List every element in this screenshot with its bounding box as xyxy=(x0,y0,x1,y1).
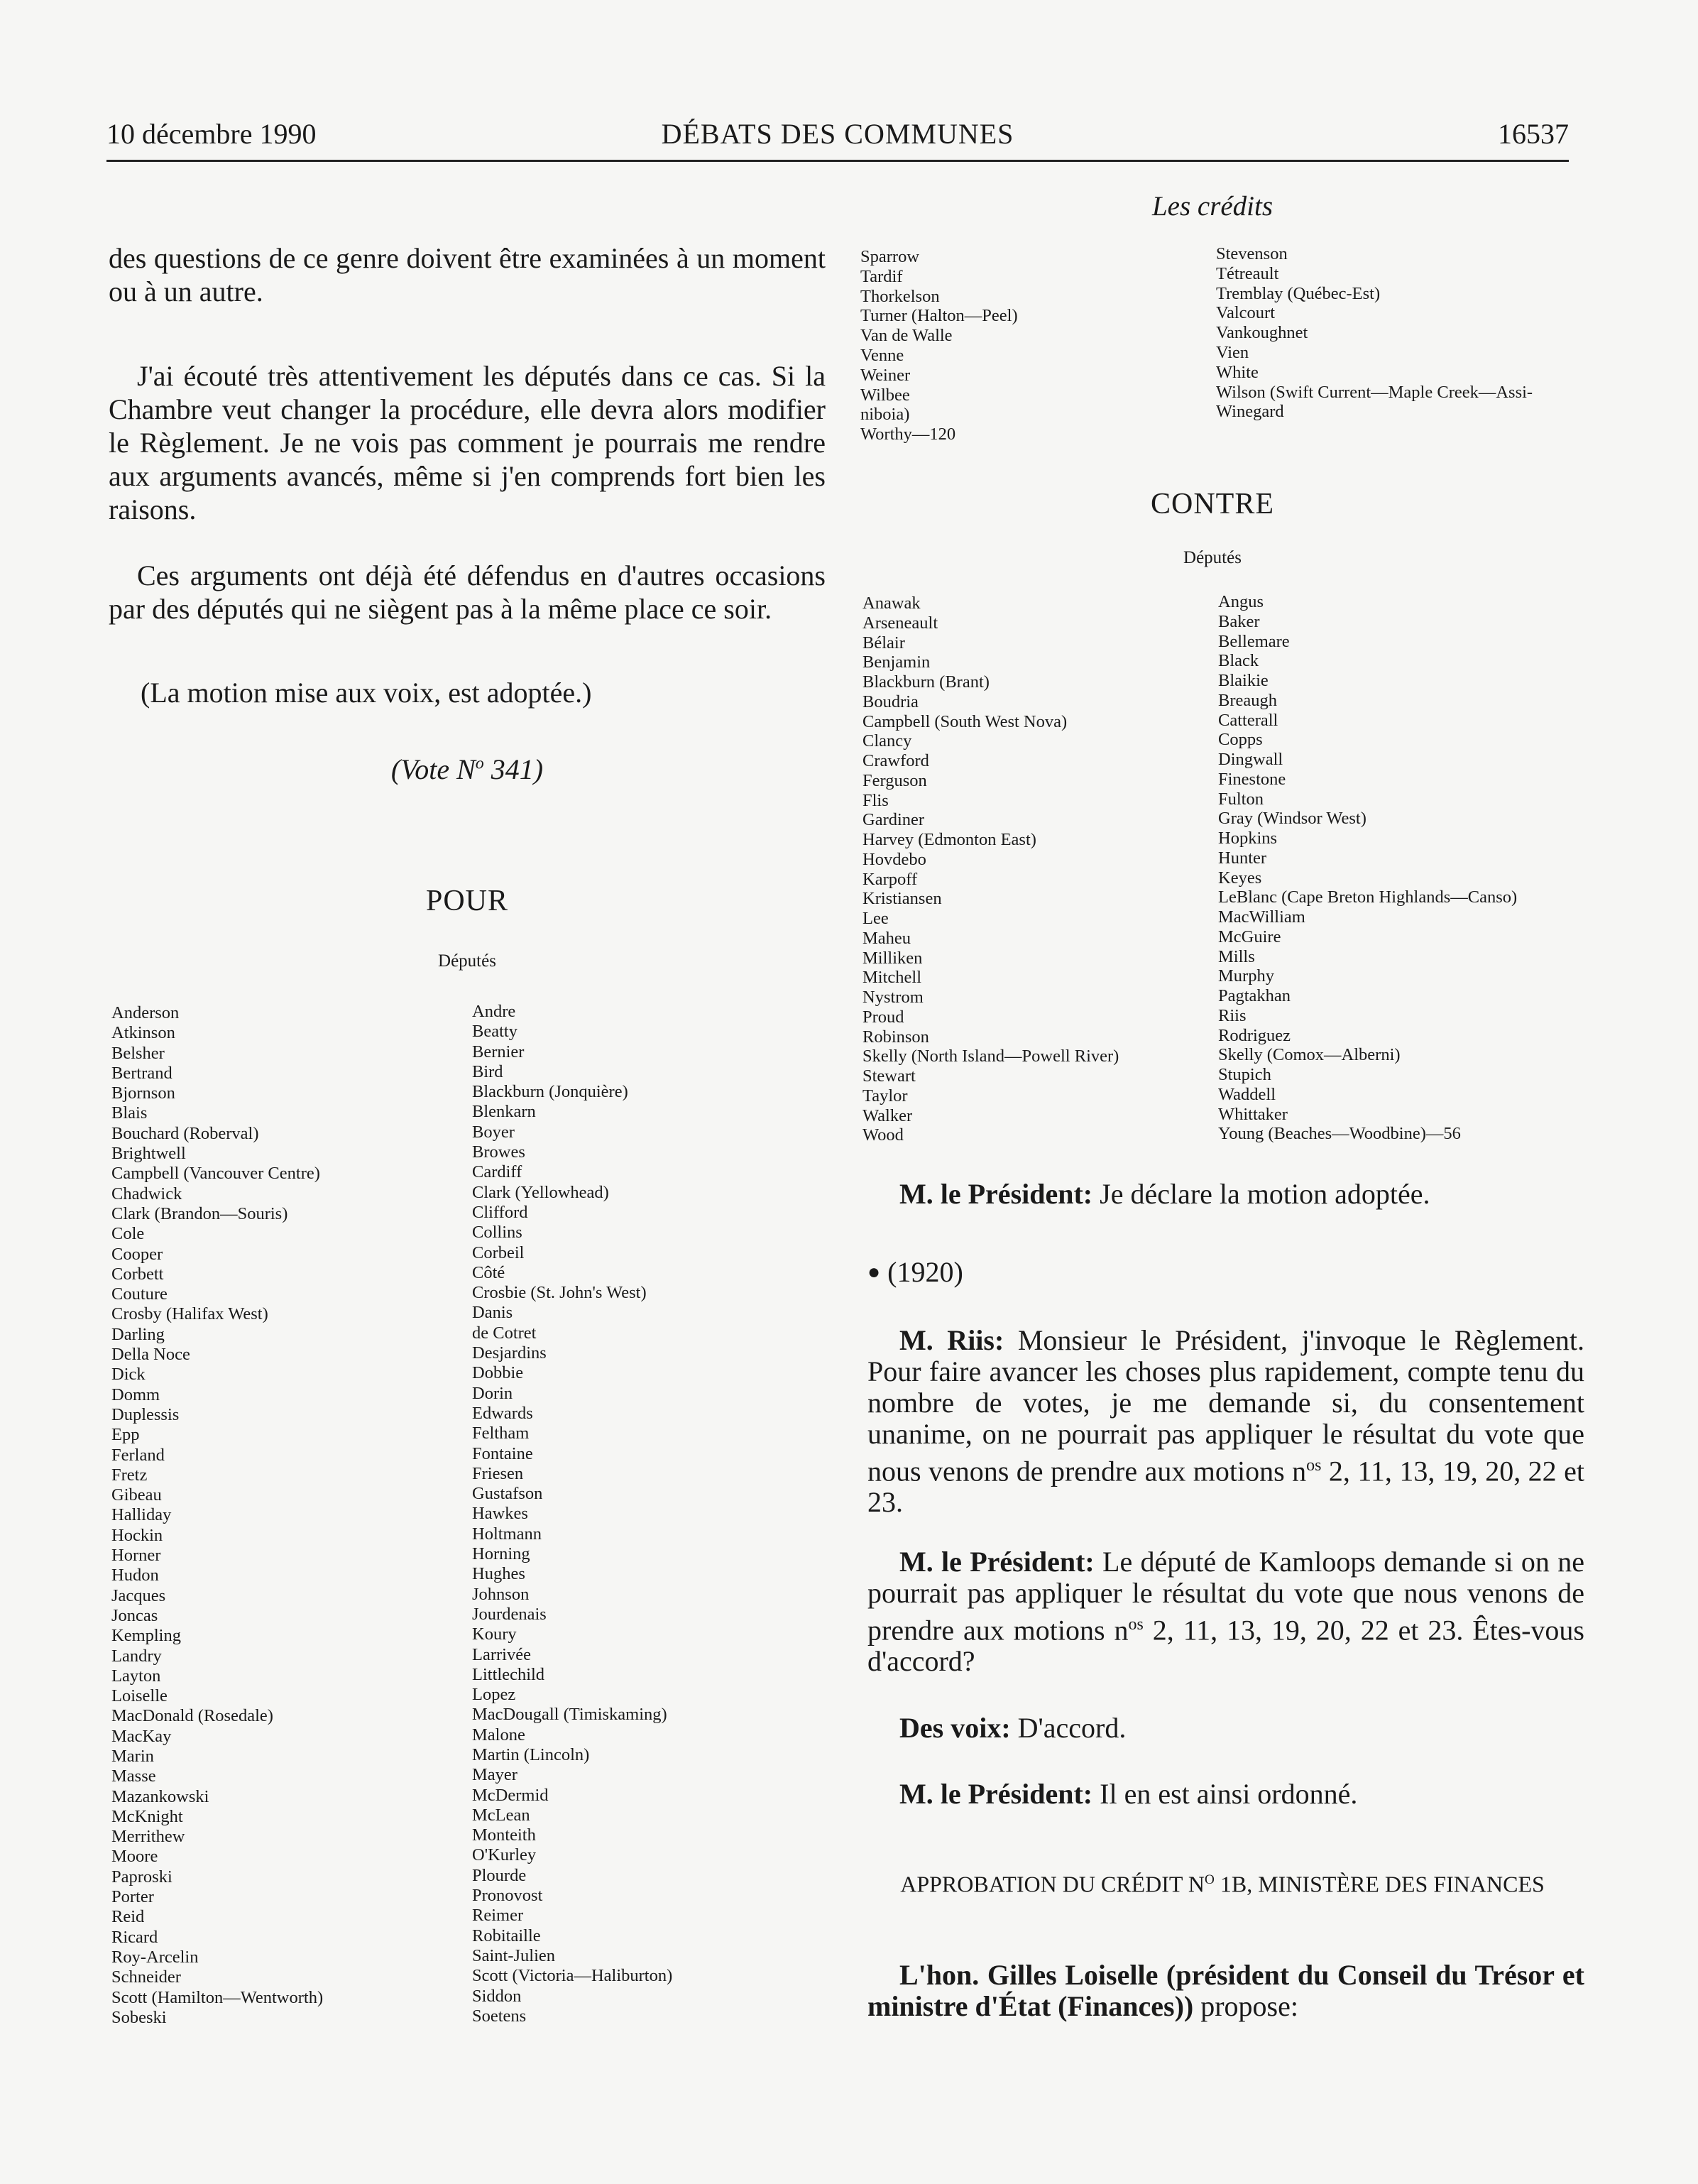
member-name: Robinson xyxy=(862,1027,929,1047)
member-name: Bjornson xyxy=(111,1083,175,1103)
member-name: Dorin xyxy=(472,1383,513,1403)
member-name: Ferland xyxy=(111,1445,165,1465)
continued-list-col2 xyxy=(1216,244,1533,422)
member-name: Wilbee xyxy=(860,385,910,405)
member-name: Fontaine xyxy=(472,1443,533,1463)
member-name: Black xyxy=(1218,651,1259,671)
member-name: MacWilliam xyxy=(1218,907,1305,927)
member-name: Mazankowski xyxy=(111,1786,209,1806)
member-name: Mayer xyxy=(472,1765,517,1785)
member-name: Pronovost xyxy=(472,1886,543,1906)
member-name: Anawak xyxy=(862,594,921,613)
member-name: Bouchard (Roberval) xyxy=(111,1123,259,1143)
member-name: Harvey (Edmonton East) xyxy=(862,830,1036,849)
member-name: Jacques xyxy=(111,1585,166,1605)
member-name: Valcourt xyxy=(1216,303,1275,323)
member-name: Bird xyxy=(472,1061,503,1081)
member-name: Weiner xyxy=(860,365,911,385)
member-name: Breaugh xyxy=(1218,690,1277,710)
member-name: Kempling xyxy=(111,1626,181,1646)
member-name: Della Noce xyxy=(111,1345,190,1365)
member-name: Gibeau xyxy=(111,1485,162,1505)
member-name: Blackburn (Brant) xyxy=(862,672,990,692)
member-name: Johnson xyxy=(472,1584,530,1604)
member-name: Cooper xyxy=(111,1244,163,1264)
page-header xyxy=(106,117,1569,162)
member-name: Bellemare xyxy=(1218,631,1290,651)
member-name: Cardiff xyxy=(472,1162,522,1182)
member-name: Arseneault xyxy=(862,613,938,633)
member-name: Catterall xyxy=(1218,710,1278,730)
member-name: Waddell xyxy=(1218,1084,1276,1104)
member-name: Horning xyxy=(472,1544,530,1564)
member-name: Bélair xyxy=(862,633,905,653)
time-marker: ● (1920) xyxy=(867,1256,963,1288)
member-name: Cole xyxy=(111,1224,145,1244)
member-name: Littlechild xyxy=(472,1664,545,1684)
member-name: Hovdebo xyxy=(862,849,926,869)
member-name: Fretz xyxy=(111,1465,148,1485)
member-name: Blenkarn xyxy=(472,1102,536,1122)
member-name: Martin (Lincoln) xyxy=(472,1745,590,1764)
member-name: Côté xyxy=(472,1262,505,1282)
member-name: Corbeil xyxy=(472,1243,525,1262)
member-name: Paproski xyxy=(111,1867,172,1887)
vote-number: (Vote $N^o$ 341) xyxy=(390,753,544,785)
member-name: Blaikie xyxy=(1218,671,1269,690)
member-name: Moore xyxy=(111,1847,158,1867)
member-name: Scott (Hamilton—Wentworth) xyxy=(111,1987,324,2007)
header-date: 10 décembre 1990 xyxy=(106,118,317,150)
member-name: Kristiansen xyxy=(862,889,942,909)
speech-riis: M. Riis: Monsieur le Président, j'invoque le Règlement. Pour faire avancer les choses plus rapidement, compte tenu du nombre de votes, je me demande si, du consentement unanime, on ne pourrait pas appliquer le résultat du vote que nous venons de prendre aux motions $n^{os}$ 2, 11, 13, 19, 20, 22 et 23. xyxy=(867,1324,1584,1519)
member-name: Andre xyxy=(472,1002,516,1021)
contre-deputes-label: Députés xyxy=(1183,548,1242,567)
member-name: Gardiner xyxy=(862,810,925,830)
pour-list-col1 xyxy=(111,1003,323,2028)
member-name: Flis xyxy=(862,790,889,810)
paragraph-2: J'ai écouté très attentivement les députés dans ce cas. Si la Chambre veut changer la procédure, elle devra alors modifier le Règlement. Je ne vois pas comment je pourrais me rendre aux arguments avancés, même si j'en comprends fort bien les raisons. xyxy=(109,360,826,525)
member-name: Copps xyxy=(1218,730,1263,750)
member-name: Gustafson xyxy=(472,1484,543,1504)
member-name: Siddon xyxy=(472,1986,522,2006)
member-name: Stewart xyxy=(862,1066,916,1086)
member-name: Walker xyxy=(862,1105,913,1125)
contre-heading: CONTRE xyxy=(1151,488,1274,520)
member-name: Campbell (South West Nova) xyxy=(862,711,1068,731)
member-name: Epp xyxy=(111,1425,140,1445)
member-name: Campbell (Vancouver Centre) xyxy=(111,1164,320,1184)
header-title: DÉBATS DES COMMUNES xyxy=(661,118,1014,150)
member-name: Soetens xyxy=(472,2006,527,2026)
member-name: LeBlanc (Cape Breton Highlands—Canso) xyxy=(1218,888,1518,907)
member-name: Ricard xyxy=(111,1927,158,1947)
member-name: Bertrand xyxy=(111,1063,172,1083)
member-name: Rodriguez xyxy=(1218,1025,1291,1045)
member-name: Porter xyxy=(111,1887,154,1907)
member-name: Atkinson xyxy=(111,1023,175,1043)
member-name: O'Kurley xyxy=(472,1845,537,1865)
member-name: Danis xyxy=(472,1303,513,1323)
member-name: Riis xyxy=(1218,1005,1247,1025)
member-name: Edwards xyxy=(472,1403,533,1423)
contre-list-col2 xyxy=(1218,592,1517,1144)
member-name: White xyxy=(1216,362,1259,382)
member-name: Tardif xyxy=(860,266,903,286)
member-name: Larrivée xyxy=(472,1644,531,1664)
member-name: Proud xyxy=(862,1007,904,1027)
member-name: Dick xyxy=(111,1365,146,1385)
page-number: 16537 xyxy=(1498,118,1569,150)
member-name: Halliday xyxy=(111,1505,172,1525)
member-name: Beatty xyxy=(472,1022,517,1042)
member-name: Collins xyxy=(472,1223,522,1243)
member-name: Tétreault xyxy=(1216,263,1279,283)
speech-president-2: M. le Président: Le député de Kamloops demande si on ne pourrait pas appliquer le résultat du vote que nous venons de prendre aux motions $n^{os}$ 2, 11, 13, 19, 20, 22 et 23. Êtes-vous d'accord? xyxy=(867,1546,1584,1678)
member-name: McLean xyxy=(472,1805,530,1825)
member-name: niboia) xyxy=(860,405,910,425)
member-name: Vankoughnet xyxy=(1216,323,1308,343)
member-name: Ferguson xyxy=(862,770,927,790)
member-name: Clark (Yellowhead) xyxy=(472,1182,609,1202)
member-name: Angus xyxy=(1218,592,1264,611)
member-name: Nystrom xyxy=(862,988,924,1007)
member-name: Hopkins xyxy=(1218,829,1278,848)
section-heading-credit: APPROBATION DU CRÉDIT $N^O$ 1B, MINISTÈRE DES FINANCES xyxy=(900,1871,1545,1897)
pour-list-col2 xyxy=(472,1002,672,2026)
member-name: Crawford xyxy=(862,751,929,770)
member-name: Roy-Arcelin xyxy=(111,1947,199,1967)
member-name: Tremblay (Québec-Est) xyxy=(1216,283,1381,303)
member-name: Clark (Brandon—Souris) xyxy=(111,1203,288,1223)
member-name: Couture xyxy=(111,1284,168,1304)
member-name: de Cotret xyxy=(472,1323,537,1343)
member-name: Reimer xyxy=(472,1906,524,1926)
member-name: Lopez xyxy=(472,1685,516,1705)
member-name: Finestone xyxy=(1218,769,1286,789)
member-name: Wood xyxy=(862,1125,904,1145)
member-name: Whittaker xyxy=(1218,1104,1288,1124)
member-name: Reid xyxy=(111,1907,145,1927)
member-name: Malone xyxy=(472,1725,525,1745)
member-name: Holtmann xyxy=(472,1524,542,1544)
member-name: Boudria xyxy=(862,692,919,711)
member-name: Anderson xyxy=(111,1003,180,1022)
member-name: Hockin xyxy=(111,1525,163,1545)
member-name: Jourdenais xyxy=(472,1604,547,1624)
member-name: Duplessis xyxy=(111,1404,180,1424)
member-name: Blais xyxy=(111,1103,148,1123)
member-name: Hunter xyxy=(1218,848,1267,868)
contre-list-col1 xyxy=(862,594,1119,1145)
bullet-icon: ● xyxy=(867,1260,881,1284)
member-name: Marin xyxy=(111,1746,154,1766)
member-name: Koury xyxy=(472,1625,517,1644)
member-name: Young (Beaches—Woodbine)—56 xyxy=(1218,1124,1461,1144)
member-name: Venne xyxy=(860,345,904,365)
member-name: Vien xyxy=(1216,342,1249,362)
member-name: Saint-Julien xyxy=(472,1945,556,1965)
member-name: Taylor xyxy=(862,1086,908,1105)
member-name: Dobbie xyxy=(472,1363,524,1383)
member-name: Chadwick xyxy=(111,1184,182,1203)
paragraph-3: Ces arguments ont déjà été défendus en d'autres occasions par des députés qui ne siègent pas à la même place ce soir. xyxy=(109,559,826,625)
member-name: Loiselle xyxy=(111,1686,168,1706)
member-name: McKnight xyxy=(111,1806,183,1826)
member-name: Sparrow xyxy=(860,247,920,266)
member-name: Milliken xyxy=(862,948,923,968)
member-name: Domm xyxy=(111,1385,160,1404)
member-name: Plourde xyxy=(472,1865,527,1885)
speech-loiselle: L'hon. Gilles Loiselle (président du Conseil du Trésor et ministre d'État (Finances)) propose: xyxy=(867,1959,1584,2022)
member-name: Stupich xyxy=(1218,1065,1271,1084)
member-name: Crosby (Halifax West) xyxy=(111,1304,268,1324)
member-name: Worthy—120 xyxy=(860,425,956,444)
member-name: McDermid xyxy=(472,1785,549,1805)
member-name: Desjardins xyxy=(472,1343,547,1363)
member-name: Monteith xyxy=(472,1825,536,1845)
member-name: Turner (Halton—Peel) xyxy=(860,306,1018,326)
member-name: Crosbie (St. John's West) xyxy=(472,1283,647,1303)
member-name: Lee xyxy=(862,909,889,928)
member-name: Skelly (Comox—Alberni) xyxy=(1218,1045,1401,1065)
member-name: Clancy xyxy=(862,731,912,751)
member-name: Brightwell xyxy=(111,1144,186,1164)
member-name: Feltham xyxy=(472,1424,530,1443)
member-name: Hudon xyxy=(111,1566,159,1585)
member-name: Merrithew xyxy=(111,1827,185,1847)
member-name: Winegard xyxy=(1216,402,1284,422)
member-name: Hawkes xyxy=(472,1504,528,1524)
speech-des-voix: Des voix: D'accord. xyxy=(899,1712,1127,1744)
member-name: Karpoff xyxy=(862,869,918,889)
member-name: Gray (Windsor West) xyxy=(1218,809,1366,829)
member-name: Bernier xyxy=(472,1042,525,1061)
member-name: Corbett xyxy=(111,1264,164,1284)
member-name: Fulton xyxy=(1218,789,1264,809)
member-name: Mills xyxy=(1218,946,1255,966)
motion-result: (La motion mise aux voix, est adoptée.) xyxy=(141,677,592,709)
member-name: Baker xyxy=(1218,611,1260,631)
member-name: Wilson (Swift Current—Maple Creek—Assi- xyxy=(1216,382,1533,402)
member-name: MacDougall (Timiskaming) xyxy=(472,1705,667,1725)
member-name: MacDonald (Rosedale) xyxy=(111,1706,273,1726)
member-name: Blackburn (Jonquière) xyxy=(472,1082,628,1102)
member-name: Joncas xyxy=(111,1605,158,1625)
member-name: Clifford xyxy=(472,1202,528,1222)
member-name: Boyer xyxy=(472,1122,515,1142)
member-name: MacKay xyxy=(111,1726,172,1746)
member-name: Hughes xyxy=(472,1564,525,1584)
section-title: Les crédits xyxy=(1151,191,1274,222)
member-name: Belsher xyxy=(111,1043,165,1063)
speech-president-1: M. le Président: Je déclare la motion adoptée. xyxy=(899,1178,1430,1210)
member-name: Friesen xyxy=(472,1463,524,1483)
member-name: Pagtakhan xyxy=(1218,986,1291,1005)
member-name: Browes xyxy=(472,1142,525,1162)
member-name: Thorkelson xyxy=(860,286,940,306)
member-name: Skelly (North Island—Powell River) xyxy=(862,1047,1119,1066)
member-name: Schneider xyxy=(111,1967,181,1987)
speech-president-3: M. le Président: Il en est ainsi ordonné. xyxy=(899,1778,1358,1810)
member-name: Sobeski xyxy=(111,2007,167,2027)
member-name: Dingwall xyxy=(1218,750,1283,769)
member-name: Benjamin xyxy=(862,653,931,672)
member-name: Keyes xyxy=(1218,868,1262,888)
member-name: Landry xyxy=(111,1646,162,1666)
member-name: Robitaille xyxy=(472,1926,541,1945)
member-name: Darling xyxy=(111,1324,165,1344)
continued-list-col1 xyxy=(860,247,1018,444)
member-name: McGuire xyxy=(1218,927,1281,946)
member-name: Van de Walle xyxy=(860,326,953,346)
paragraph-1: des questions de ce genre doivent être examinées à un moment ou à un autre. xyxy=(109,242,826,307)
member-name: Mitchell xyxy=(862,968,922,988)
pour-deputes-label: Députés xyxy=(438,951,496,971)
member-name: Scott (Victoria—Haliburton) xyxy=(472,1966,673,1986)
member-name: Masse xyxy=(111,1767,156,1786)
member-name: Stevenson xyxy=(1216,244,1288,263)
member-name: Murphy xyxy=(1218,966,1274,986)
pour-heading: POUR xyxy=(425,885,509,917)
member-name: Horner xyxy=(111,1546,161,1566)
member-name: Layton xyxy=(111,1666,161,1686)
member-name: Maheu xyxy=(862,928,911,948)
